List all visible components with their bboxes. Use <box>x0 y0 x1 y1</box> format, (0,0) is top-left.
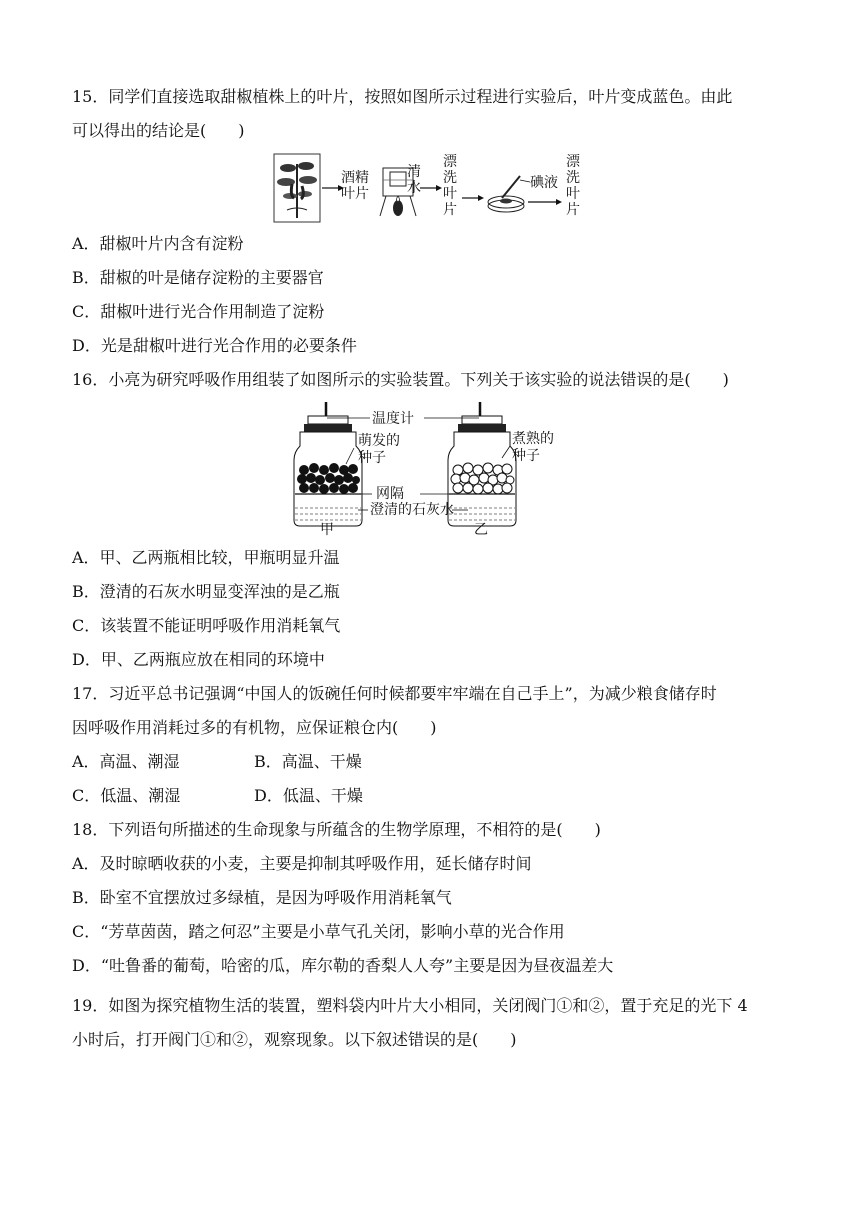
q17-option-c: C．低温、潮湿 <box>72 786 181 805</box>
rinse-label-1a: 漂 <box>443 154 457 170</box>
water-label-1: 清 <box>407 164 421 180</box>
thermometer-label: 温度计 <box>372 411 414 427</box>
leaf-label-1: 叶片 <box>341 186 369 202</box>
rinse-label-1d: 片 <box>443 202 457 218</box>
q18-option-a: A．及时晾晒收获的小麦，主要是抑制其呼吸作用，延长储存时间 <box>72 854 532 873</box>
q18-option-b: B．卧室不宜摆放过多绿植，是因为呼吸作用消耗氧气 <box>72 888 452 907</box>
q15-option-a: A．甜椒叶片内含有淀粉 <box>72 234 244 253</box>
rinse-label-2a: 漂 <box>566 154 580 170</box>
water-label-2: 水 <box>407 180 421 196</box>
jar-b-label: 乙 <box>474 522 488 538</box>
q15-stem-line2: 可以得出的结论是( ) <box>72 121 245 140</box>
q19-stem-line2: 小时后，打开阀门①和②，观察现象。以下叙述错误的是( ) <box>72 1030 517 1049</box>
q17-stem-line1: 17．习近平总书记强调“中国人的饭碗任何时候都要牢牢端在自己手上”，为减少粮食储存时 <box>72 684 717 703</box>
q15-stem-line1: 15．同学们直接选取甜椒植株上的叶片，按照如图所示过程进行实验后，叶片变成蓝色。由此 <box>72 87 733 106</box>
q16-option-b: B．澄清的石灰水明显变浑浊的是乙瓶 <box>72 582 340 601</box>
cooked-label-1: 煮熟的 <box>512 431 554 447</box>
q19-stem-line1: 19．如图为探究植物生活的装置，塑料袋内叶片大小相同，关闭阀门①和②，置于充足的光下 4 <box>72 996 748 1015</box>
q17-stem-line2: 因呼吸作用消耗过多的有机物，应保证粮仓内( ) <box>72 718 437 737</box>
jar-a-label: 甲 <box>320 522 334 538</box>
germinating-label-2: 种子 <box>358 450 386 466</box>
cooked-label-2: 种子 <box>512 448 540 464</box>
iodine-label: 碘液 <box>530 175 558 191</box>
q16-option-c: C．该装置不能证明呼吸作用消耗氧气 <box>72 616 341 635</box>
q15-option-c: C．甜椒叶进行光合作用制造了淀粉 <box>72 302 325 321</box>
rinse-label-1c: 叶 <box>443 186 457 202</box>
q15-option-b: B．甜椒的叶是储存淀粉的主要器官 <box>72 268 324 287</box>
mesh-label: 网隔 <box>376 486 404 502</box>
limewater-label: 澄清的石灰水 <box>370 502 454 518</box>
q17-option-b: B．高温、干燥 <box>254 752 362 771</box>
rinse-label-2c: 叶 <box>566 186 580 202</box>
q16-option-a: A．甲、乙两瓶相比较，甲瓶明显升温 <box>72 548 340 567</box>
rinse-label-2d: 片 <box>566 202 580 218</box>
q18-stem: 18．下列语句所描述的生命现象与所蕴含的生物学原理，不相符的是( ) <box>72 820 601 839</box>
q16-stem: 16．小亮为研究呼吸作用组装了如图所示的实验装置。下列关于该实验的说法错误的是( ) <box>72 370 729 389</box>
q15-experiment-figure <box>270 150 600 225</box>
petri-dish-icon <box>488 176 524 212</box>
germinating-label-1: 萌发的 <box>358 433 400 449</box>
rinse-label-1b: 洗 <box>443 170 457 186</box>
q17-option-a: A．高温、潮湿 <box>72 752 180 771</box>
rinse-label-2b: 洗 <box>566 170 580 186</box>
alcohol-label: 酒精 <box>341 170 369 186</box>
jar-a-icon <box>294 402 362 526</box>
q18-option-d: D．“吐鲁番的葡萄，哈密的瓜，库尔勒的香梨人人夸”主要是因为昼夜温差大 <box>72 956 614 975</box>
q15-option-d: D．光是甜椒叶进行光合作用的必要条件 <box>72 336 357 355</box>
q18-option-c: C．“芳草茵茵，踏之何忍”主要是小草气孔关闭，影响小草的光合作用 <box>72 922 565 941</box>
q17-option-d: D．低温、干燥 <box>254 786 363 805</box>
q16-respiration-apparatus-figure <box>280 398 600 538</box>
q16-option-d: D．甲、乙两瓶应放在相同的环境中 <box>72 650 325 669</box>
jar-b-icon <box>448 402 516 526</box>
